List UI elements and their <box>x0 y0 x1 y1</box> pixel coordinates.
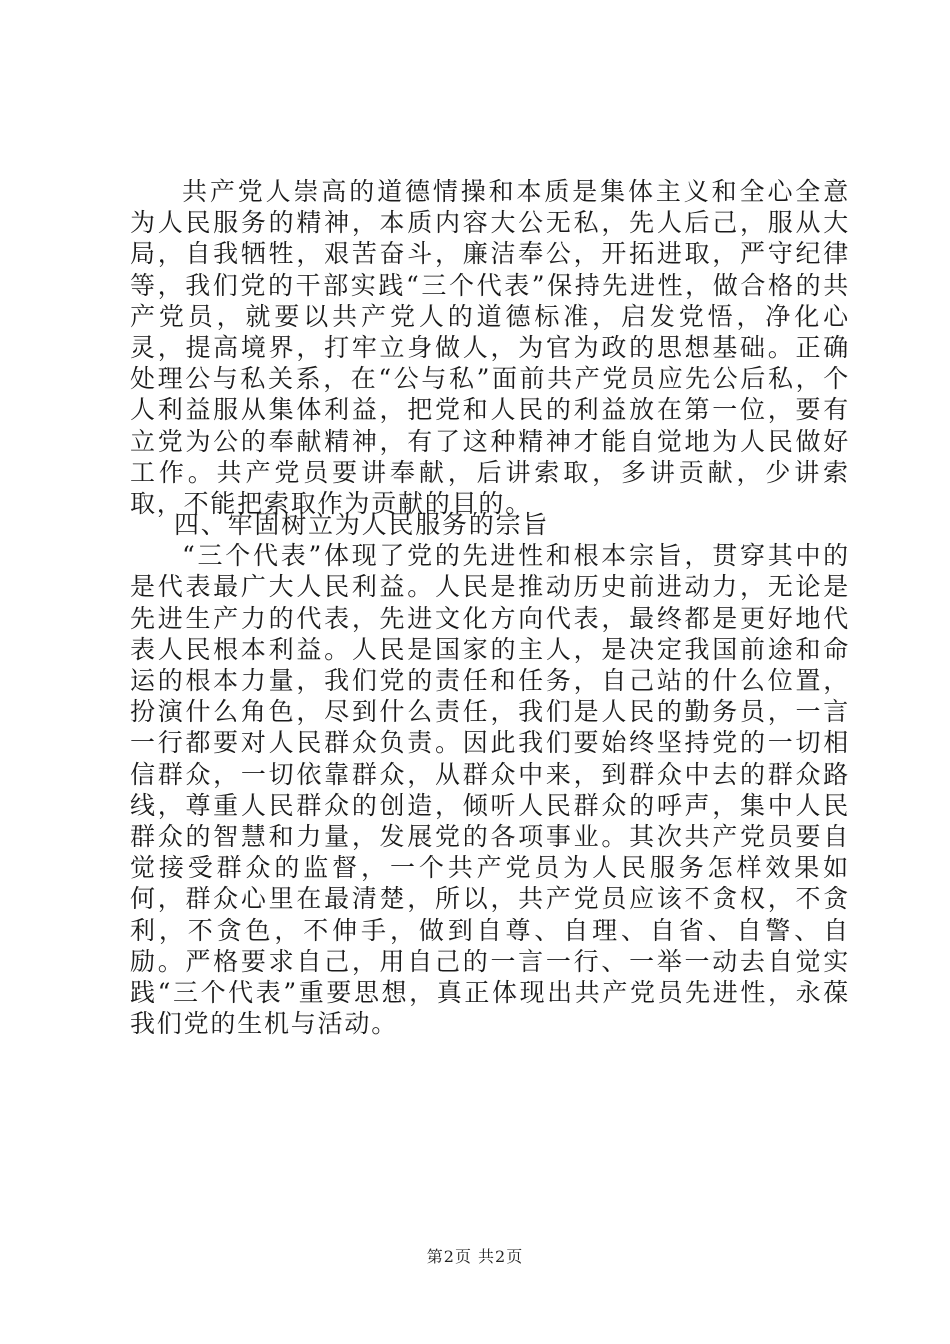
document-body-upper <box>130 176 850 519</box>
paragraph-moral-integrity: 共产党人崇高的道德情操和本质是集体主义和全心全意为人民服务的精神，本质内容大公无私，先人后己，服从大局，自我牺牲，艰苦奋斗，廉洁奉公，开拓进取，严守纪律等，我们党的干部实践“三个代表”保持先进性，做合格的共产党员，就要以共产党人的道德标准，启发党悟，净化心灵，提高境界，打牢立身做人，为官为政的思想基础。正确处理公与私关系，在“公与私”面前共产党员应先公后私，个人利益服从集体利益，把党和人民的利益放在第一位，要有立党为公的奉献精神，有了这种精神才能自觉地为人民做好工作。共产党员要讲奉献，后讲索取，多讲贡献，少讲索取，不能把索取作为贡献的目的。 <box>130 177 850 519</box>
paragraph-serve-people: “三个代表”体现了党的先进性和根本宗旨，贯穿其中的是代表最广大人民利益。人民是推动历史前进动力，无论是先进生产力的代表，先进文化方向代表，最终都是更好地代表人民根本利益。人民是国家的主人，是决定我国前途和命运的根本力量，我们党的责任和任务，自己站的什么位置，扮演什么角色，尽到什么责任，我们是人民的勤务员，一言一行都要对人民群众负责。因此我们要始终坚持党的一切相信群众，一切依靠群众，从群众中来，到群众中去的群众路线，尊重人民群众的创造，倾听人民群众的呼声，集中人民群众的智慧和力量，发展党的各项事业。其次共产党员要自觉接受群众的监督，一个共产党员为人民服务怎样效果如何，群众心里在最清楚，所以，共产党员应该不贪权，不贪利，不贪色，不伸手，做到自尊、自理、自省、自警、自励。严格要求自己，用自己的一言一行、一举一动去自觉实践“三个代表”重要思想，真正体现出共产党员先进性，永葆我们党的生机与活动。 <box>130 541 850 1039</box>
page-number-footer: 第2页 共2页 <box>426 1247 524 1266</box>
section-heading: 四、牢固树立为人民服务的宗旨 <box>174 510 550 539</box>
document-body-lower <box>130 509 850 1039</box>
